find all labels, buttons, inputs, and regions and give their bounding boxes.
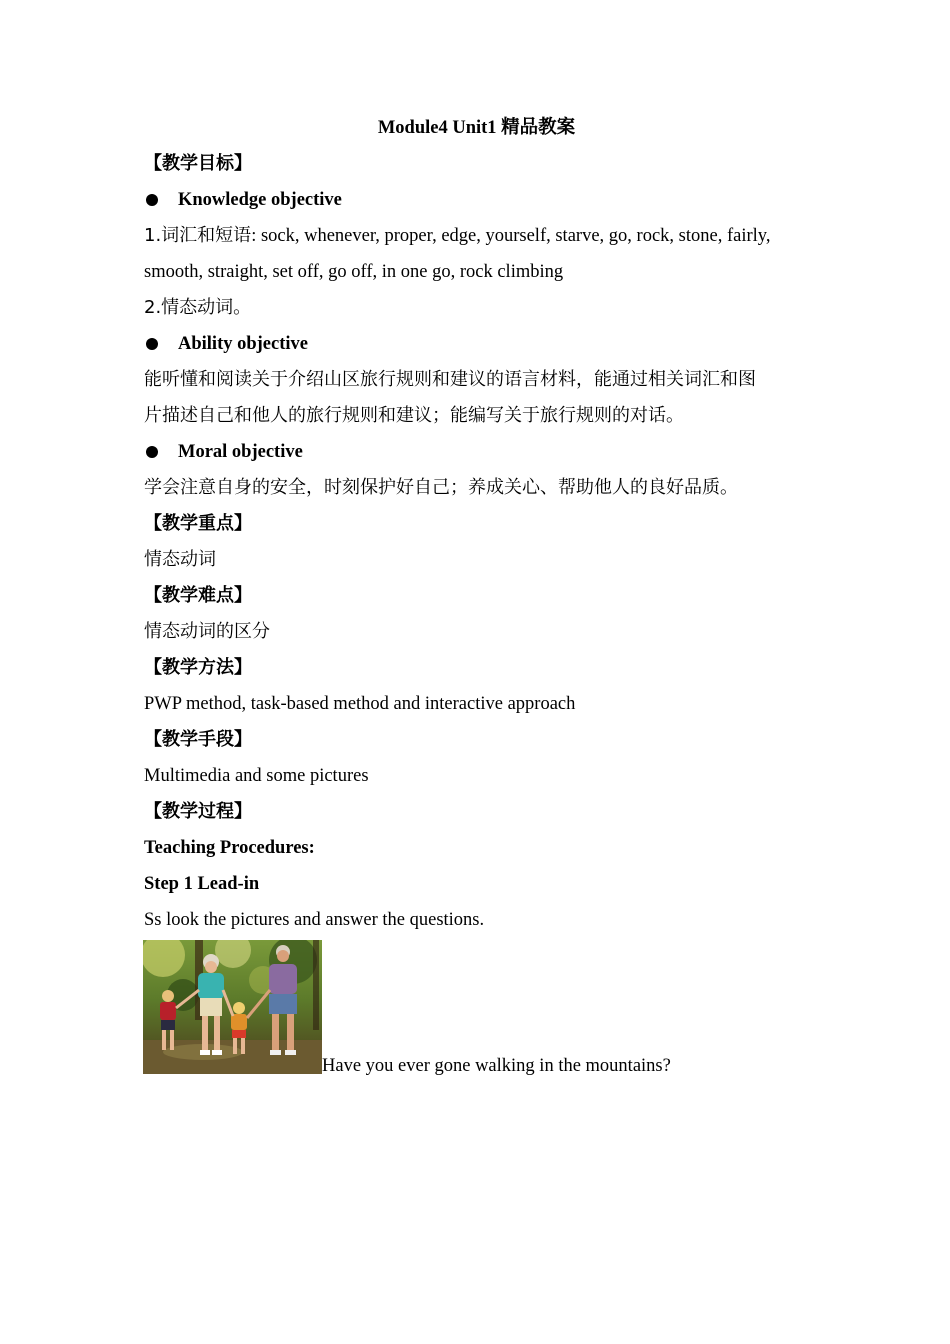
means-text: Multimedia and some pictures: [144, 766, 369, 786]
objectives-heading: 【教学目标】: [144, 153, 252, 174]
ability-objective-text-1: 能听懂和阅读关于介绍山区旅行规则和建议的语言材料，能通过相关词汇和图: [144, 369, 756, 390]
moral-objective-text: 学会注意自身的安全，时刻保护好自己；养成关心、帮助他人的良好品质。: [144, 477, 738, 498]
knowledge-item-2: 2.情态动词。: [144, 297, 252, 318]
procedures-label: Teaching Procedures:: [144, 838, 315, 858]
question-1: Have you ever gone walking in the mountains?: [322, 1056, 671, 1076]
moral-objective-label: Moral objective: [178, 442, 303, 462]
methods-text: PWP method, task-based method and interactive approach: [144, 694, 576, 714]
ability-objective-label: Ability objective: [178, 334, 308, 354]
vocab-list-part1: : sock, whenever, proper, edge, yourself, starve, go, rock, stone, fairly,: [251, 226, 771, 246]
bullet-icon: [146, 446, 158, 458]
difficult-points-text: 情态动词的区分: [144, 621, 270, 642]
photo-question-row: [144, 940, 809, 1080]
bullet-icon: [146, 338, 158, 350]
means-heading: 【教学手段】: [144, 729, 252, 750]
key-points-text: 情态动词: [144, 549, 216, 570]
document-page: [144, 110, 809, 1080]
family-walking-photo: [143, 940, 322, 1074]
key-points-heading: 【教学重点】: [144, 513, 252, 534]
ability-objective-text-2: 片描述自己和他人的旅行规则和建议；能编写关于旅行规则的对话。: [144, 405, 684, 426]
bullet-icon: [146, 194, 158, 206]
difficult-points-heading: 【教学难点】: [144, 585, 252, 606]
ability-objective-row: [144, 326, 809, 362]
step1-label: Step 1 Lead-in: [144, 874, 260, 894]
knowledge-objective-row: [144, 182, 809, 218]
knowledge-objective-label: Knowledge objective: [178, 190, 342, 210]
process-heading: 【教学过程】: [144, 801, 252, 822]
step1-instruction: Ss look the pictures and answer the questions.: [144, 910, 485, 930]
vocab-line-2: smooth, straight, set off, go off, in one go, rock climbing: [144, 262, 564, 282]
document-title: Module4 Unit1 精品教案: [377, 118, 576, 138]
moral-objective-row: [144, 434, 809, 470]
vocab-prefix: 1.词汇和短语: [144, 225, 252, 246]
methods-heading: 【教学方法】: [144, 657, 252, 678]
vocab-line-1: [144, 218, 809, 254]
